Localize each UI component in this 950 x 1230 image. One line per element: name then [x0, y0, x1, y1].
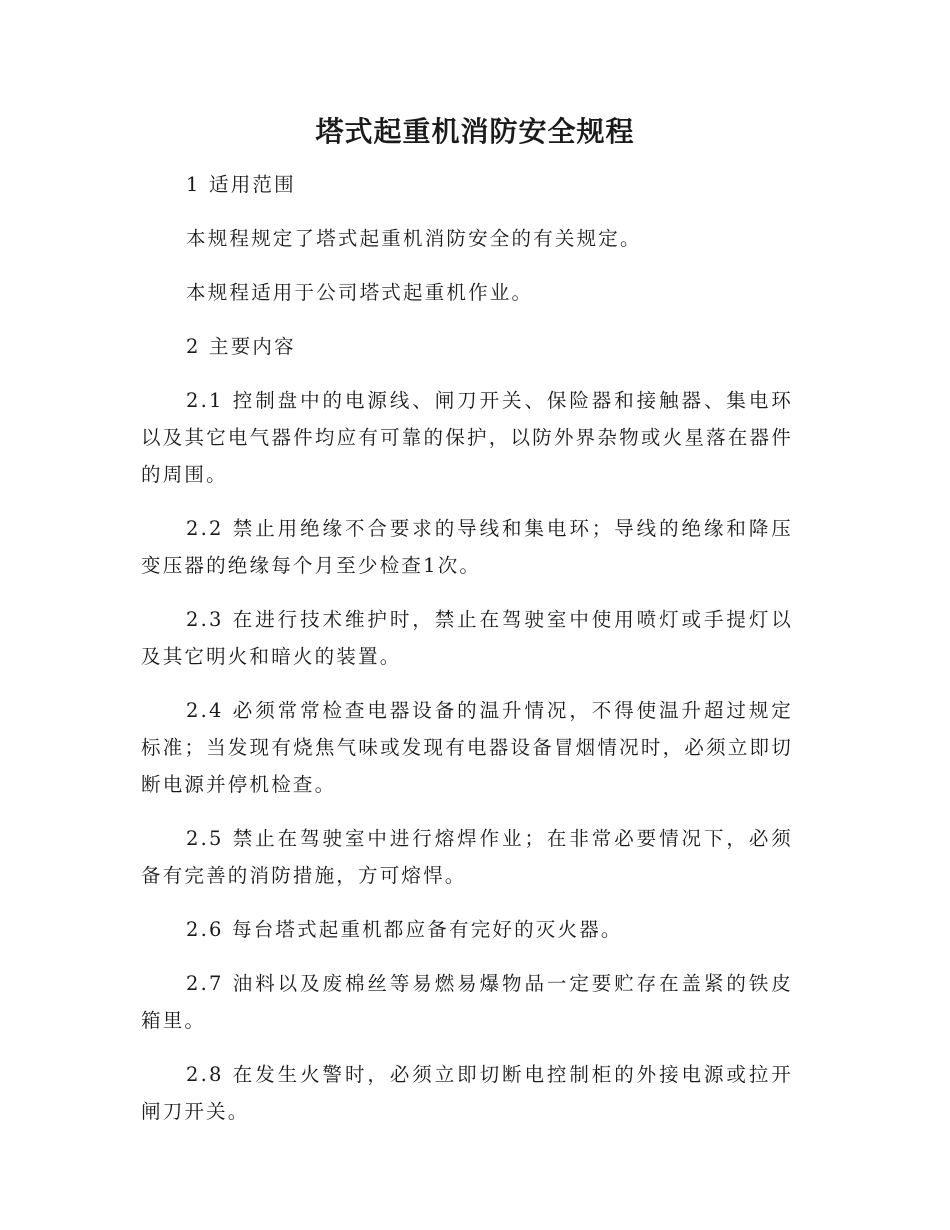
paragraph: 本规程规定了塔式起重机消防安全的有关规定。 [186, 227, 642, 250]
section-heading-content: 2 主要内容 [186, 335, 296, 358]
section-heading-scope: 1 适用范围 [186, 173, 296, 196]
clause-2-3: 2.3 在进行技术维护时，禁止在驾驶室中使用喷灯或手提灯以及其它明火和暗火的装置。 [141, 608, 793, 668]
paragraph: 本规程适用于公司塔式起重机作业。 [186, 281, 534, 304]
clause-2-8: 2.8 在发生火警时，必须立即切断电控制柜的外接电源或拉开闸刀开关。 [141, 1063, 793, 1123]
clause-2-4: 2.4 必须常常检查电器设备的温升情况，不得使温升超过规定标准；当发现有烧焦气味或发现有电器设备冒烟情况时，必须立即切断电源并停机检查。 [141, 699, 793, 796]
clause-2-1: 2.1 控制盘中的电源线、闸刀开关、保险器和接触器、集电环以及其它电气器件均应有可靠的保护，以防外界杂物或火星落在器件的周围。 [141, 389, 793, 486]
document-body [141, 166, 793, 1147]
clause-2-5: 2.5 禁止在驾驶室中进行熔焊作业；在非常必要情况下，必须备有完善的消防措施，方可熔悍。 [141, 827, 793, 887]
clause-2-7: 2.7 油料以及废棉丝等易燃易爆物品一定要贮存在盖紧的铁皮箱里。 [141, 972, 793, 1032]
clause-2-2: 2.2 禁止用绝缘不合要求的导线和集电环；导线的绝缘和降压变压器的绝缘每个月至少检查1次。 [141, 517, 793, 577]
clause-2-6: 2.6 每台塔式起重机都应备有完好的灭火器。 [186, 918, 623, 941]
document-title: 塔式起重机消防安全规程 [315, 115, 635, 148]
